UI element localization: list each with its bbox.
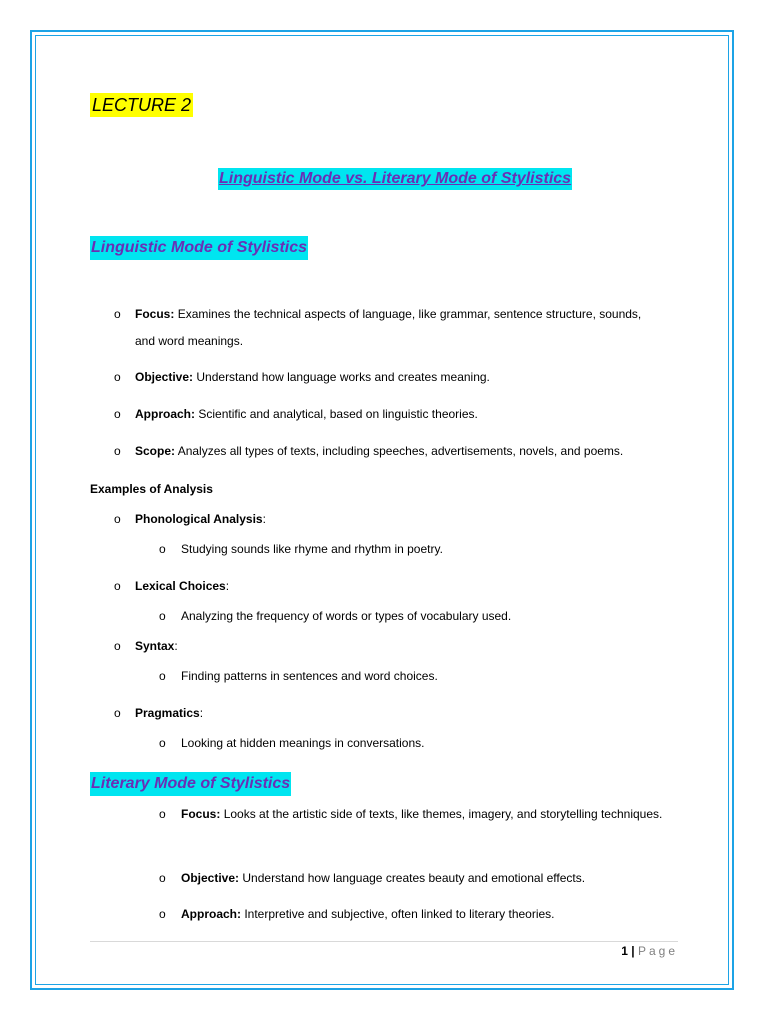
bullet-marker: o bbox=[159, 542, 166, 556]
item-text: Looks at the artistic side of texts, like themes, imagery, and storytelling techniques. bbox=[223, 807, 663, 821]
bullet-marker: o bbox=[114, 706, 121, 720]
literary-mode-heading: Literary Mode of Stylistics bbox=[90, 772, 291, 796]
bullet-marker: o bbox=[114, 307, 121, 321]
item-label: Objective: bbox=[135, 370, 194, 384]
bullet-marker: o bbox=[159, 669, 166, 683]
item-label: Scope: bbox=[135, 444, 176, 458]
bullet-marker: o bbox=[114, 444, 121, 458]
bullet-marker: o bbox=[114, 639, 121, 653]
bullet-marker: o bbox=[114, 579, 121, 593]
example-label: Syntax bbox=[135, 639, 175, 653]
item-label: Approach: bbox=[181, 907, 241, 921]
example-label: Phonological Analysis bbox=[135, 512, 263, 526]
item-text: Scientific and analytical, based on linguistic theories. bbox=[198, 407, 478, 421]
bullet-marker: o bbox=[159, 871, 166, 885]
example-detail: Analyzing the frequency of words or types of vocabulary used. bbox=[181, 609, 512, 623]
item-label: Approach: bbox=[135, 407, 195, 421]
item-text: Understand how language works and creates meaning. bbox=[196, 370, 490, 384]
footer-divider bbox=[90, 941, 678, 942]
item-label: Objective: bbox=[181, 871, 240, 885]
example-detail: Looking at hidden meanings in conversations. bbox=[181, 736, 425, 750]
page-number: 1 bbox=[621, 944, 628, 958]
example-detail: Studying sounds like rhyme and rhythm in poetry. bbox=[181, 542, 443, 556]
example-label: Pragmatics bbox=[135, 706, 200, 720]
examples-heading: Examples of Analysis bbox=[90, 482, 213, 496]
page-label: Page bbox=[637, 944, 678, 958]
bullet-marker: o bbox=[114, 407, 121, 421]
bullet-marker: o bbox=[159, 736, 166, 750]
bullet-marker: o bbox=[114, 370, 121, 384]
bullet-marker: o bbox=[114, 512, 121, 526]
bullet-marker: o bbox=[159, 609, 166, 623]
item-label: Focus: bbox=[135, 307, 175, 321]
item-label: Focus: bbox=[181, 807, 221, 821]
lecture-label: LECTURE 2 bbox=[92, 95, 192, 115]
example-detail: Finding patterns in sentences and word choices. bbox=[181, 669, 438, 683]
linguistic-mode-heading: Linguistic Mode of Stylistics bbox=[90, 236, 308, 260]
bullet-marker: o bbox=[159, 907, 166, 921]
item-text: Interpretive and subjective, often linked to literary theories. bbox=[244, 907, 555, 921]
example-label: Lexical Choices bbox=[135, 579, 226, 593]
document-title: Linguistic Mode vs. Literary Mode of Stylistics bbox=[218, 168, 572, 190]
bullet-marker: o bbox=[159, 807, 166, 821]
page-footer bbox=[621, 943, 678, 959]
footer-separator: | bbox=[631, 944, 635, 958]
item-text: Understand how language creates beauty and emotional effects. bbox=[242, 871, 586, 885]
item-text: Examines the technical aspects of language, like grammar, sentence structure, sounds, and word meanings. bbox=[135, 307, 642, 348]
item-text: Analyzes all types of texts, including speeches, advertisements, novels, and poems. bbox=[177, 444, 624, 458]
